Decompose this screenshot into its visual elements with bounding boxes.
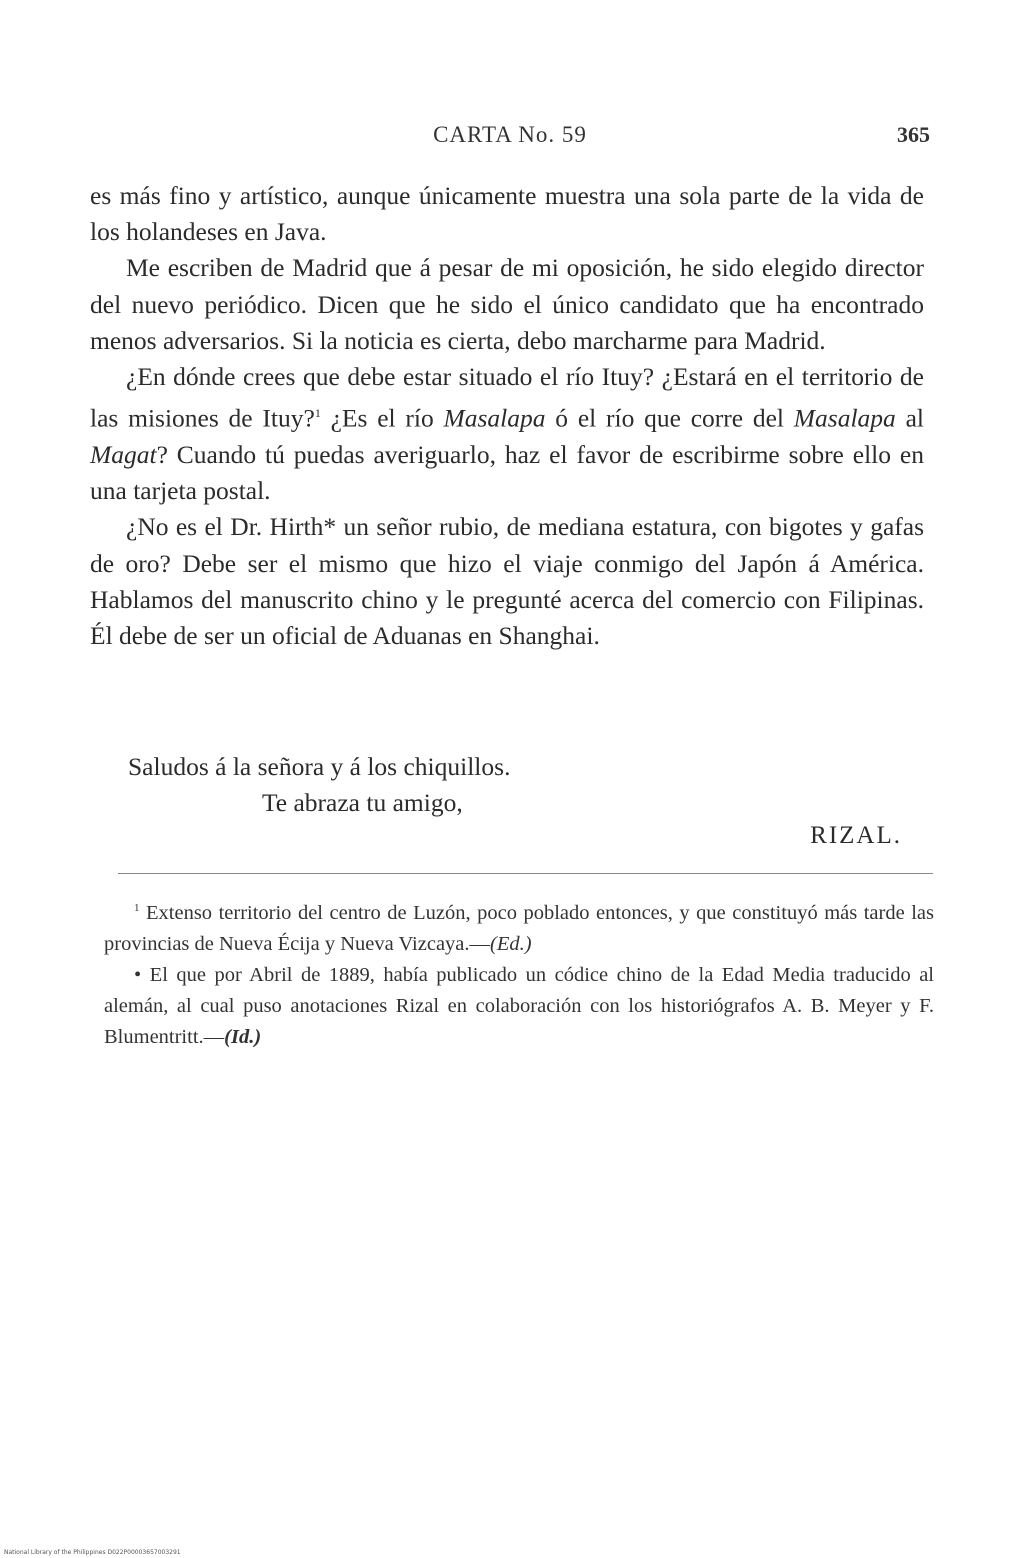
paragraph-3-part-c: ó el río que corre del	[545, 403, 794, 433]
footnote-ref-1: 1	[314, 406, 321, 421]
river-masalapa: Masalapa	[443, 403, 546, 433]
river-masalapa-2: Masalapa	[793, 403, 896, 433]
letter-title: CARTA No. 59	[433, 122, 587, 147]
footnote-2-text: El que por Abril de 1889, había publicado un códice chino de la Edad Media traducido al alemán, al cual puso anotaciones Rizal en colaboración con los historiógrafos A. B. Meyer y F. Blumentritt.—	[104, 963, 934, 1048]
scan-credit: National Library of the Philippines D022P00003657003291	[4, 1549, 181, 1556]
footnote-2	[104, 960, 934, 1053]
footnote-2-ibid: (Id.)	[224, 1025, 262, 1048]
paragraph-3-part-a: ¿En dónde crees que debe estar situado el río Ituy? ¿Estará en el territorio de las misiones de Ituy?	[90, 362, 924, 433]
footnote-1-mark: 1	[134, 902, 140, 914]
paragraph-3-part-d: al	[895, 403, 924, 433]
footnote-2-mark: •	[134, 963, 142, 986]
letter-body	[90, 178, 924, 654]
footnote-1-text: Extenso territorio del centro de Luzón, poco poblado entonces, y que constituyó más tarde las provincias de Nueva Écija y Nueva Vizcaya.—	[104, 901, 934, 955]
page-header	[90, 122, 930, 158]
signature: RIZAL.	[810, 822, 902, 849]
paragraph-1: es más fino y artístico, aunque únicamente muestra una sola parte de la vida de los holandeses en Java.	[90, 181, 924, 247]
paragraph-3-part-e: ? Cuando tú puedas averiguarlo, haz el favor de escribirme sobre ello en una tarjeta postal.	[90, 439, 924, 506]
footnotes	[104, 893, 934, 1053]
river-magat: Magat	[90, 439, 157, 469]
paragraph-3	[90, 359, 924, 509]
paragraph-2: Me escriben de Madrid que á pesar de mi oposición, he sido elegido director del nuevo periódico. Dicen que he sido el único candidato que ha encontrado menos adversarios. Si la noticia es cierta, debo marcharme para Madrid.	[90, 253, 924, 355]
footnote-1	[104, 893, 934, 960]
closing-embrace: Te abraza tu amigo,	[262, 788, 463, 817]
paragraph-4: ¿No es el Dr. Hirth* un señor rubio, de mediana estatura, con bigotes y gafas de oro? Debe ser el mismo que hizo el viaje conmigo del Japón á América. Hablamos del manuscrito chino y le pregunté acerca del comercio con Filipinas. Él debe de ser un oficial de Aduanas en Shanghai.	[90, 512, 924, 650]
page-number: 365	[897, 122, 930, 147]
paragraph-3-part-b: ¿Es el río	[320, 403, 444, 433]
footnote-1-editor: (Ed.)	[490, 932, 532, 955]
footnote-divider	[118, 873, 933, 874]
closing-greeting: Saludos á la señora y á los chiquillos.	[128, 752, 511, 781]
